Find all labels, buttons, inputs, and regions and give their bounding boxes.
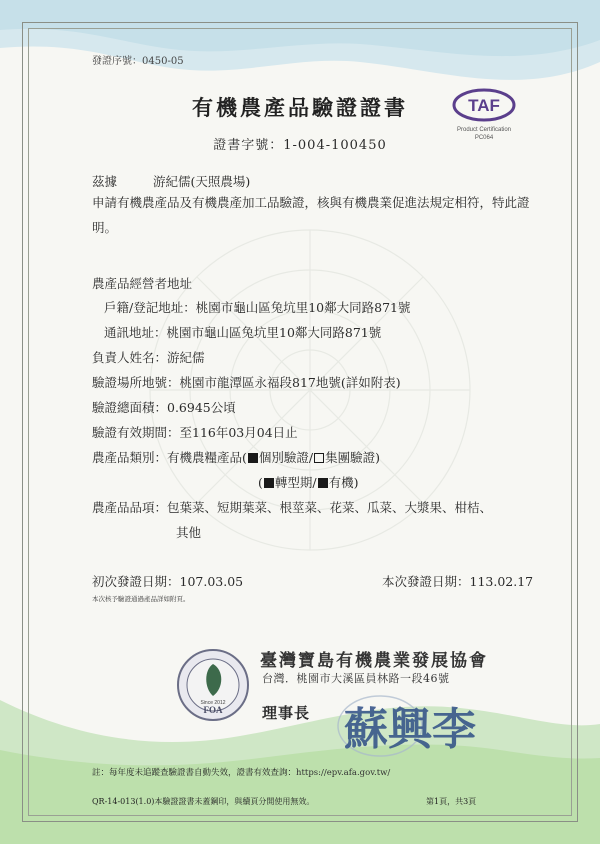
taf-code: PC064 <box>474 135 494 141</box>
foa-seal <box>176 648 250 722</box>
organization-address: 台灣．桃園市大溪區員林路一段46號 <box>262 672 450 685</box>
household-address: 戶籍/登記地址：桃園市龜山區兔坑里10鄰大同路871號 <box>104 300 411 315</box>
taf-label: Product Certification <box>456 127 512 133</box>
seal-foa-text: FOA <box>203 705 223 715</box>
status-organic: 有機) <box>328 475 359 490</box>
page-indicator: 第1頁，共3頁 <box>426 797 477 806</box>
status-transition: 轉型期/ <box>274 475 317 490</box>
items-label: 農產品品項： <box>92 500 168 515</box>
certification-statement: 申請有機農產品及有機農產加工品驗證，核與有機農業促進法規定相符，特此證明。 <box>92 195 530 235</box>
intro-label: 茲據 <box>92 174 118 189</box>
responsible-person: 負責人姓名：游紀儒 <box>92 350 205 365</box>
category-group: 集團驗證) <box>325 450 380 465</box>
first-issue-date: 初次發證日期：107.03.05 <box>92 574 244 589</box>
certificate-title: 有機農產品驗證證書 <box>192 95 408 120</box>
footer-note <box>92 766 390 778</box>
product-category <box>92 448 380 466</box>
checked-box-icon <box>248 453 258 463</box>
applicant-line <box>92 172 250 190</box>
signature-text: 蘇興李 <box>344 704 476 755</box>
products-note: 本次核予驗證通過產品詳如附頁。 <box>92 595 190 603</box>
product-items <box>92 498 492 516</box>
form-code: QR-14-013(1.0)本驗證證書未蓋鋼印，與續頁分開使用無效。 <box>92 797 315 806</box>
validity-period: 驗證有效期間：至116年03月04日止 <box>92 425 298 440</box>
chairman-signature-stamp <box>310 686 510 766</box>
serial-number: 發證序號：0450-05 <box>92 56 184 67</box>
this-issue-date: 本次發證日期：113.02.17 <box>382 574 534 589</box>
certificate-number: 證書字號：1-004-100450 <box>213 138 387 153</box>
category-prefix: 農產品類別：有機農糧產品( <box>92 450 247 465</box>
operator-address-heading: 農產品經營者地址 <box>92 276 193 291</box>
unchecked-box-icon <box>314 453 324 463</box>
taf-logo-icon <box>452 88 516 122</box>
chairman-label: 理事長 <box>262 704 311 722</box>
total-area: 驗證總面積：0.6945公頃 <box>92 400 236 415</box>
site-address: 驗證場所地號：桃園市龍潭區永福段817地號(詳如附表) <box>92 375 401 390</box>
product-status: ( 轉型期/ 有機) <box>258 475 359 490</box>
footer-note-text: 註：每年度未追蹤查驗證書自動失效，證書有效查詢： <box>92 768 297 778</box>
checked-box-icon <box>264 478 274 488</box>
checked-box-icon <box>318 478 328 488</box>
taf-logo-text: TAF <box>468 96 500 115</box>
items-other: 其他 <box>176 525 202 540</box>
applicant-name: 游紀儒(天照農場) <box>152 174 251 189</box>
category-individual: 個別驗證/ <box>258 450 314 465</box>
foa-seal-icon <box>176 648 250 722</box>
items-list: 包葉菜、短期葉菜、根莖菜、花菜、瓜菜、大漿果、柑桔、 <box>167 500 493 515</box>
verification-url[interactable]: https://epv.afa.gov.tw/ <box>296 768 391 778</box>
taf-logo-block <box>448 88 520 152</box>
seal-since-text: Since 2012 <box>200 700 226 706</box>
organization-name: 臺灣寶島有機農業發展協會 <box>260 651 488 671</box>
mailing-address: 通訊地址：桃園市龜山區兔坑里10鄰大同路871號 <box>104 325 382 340</box>
